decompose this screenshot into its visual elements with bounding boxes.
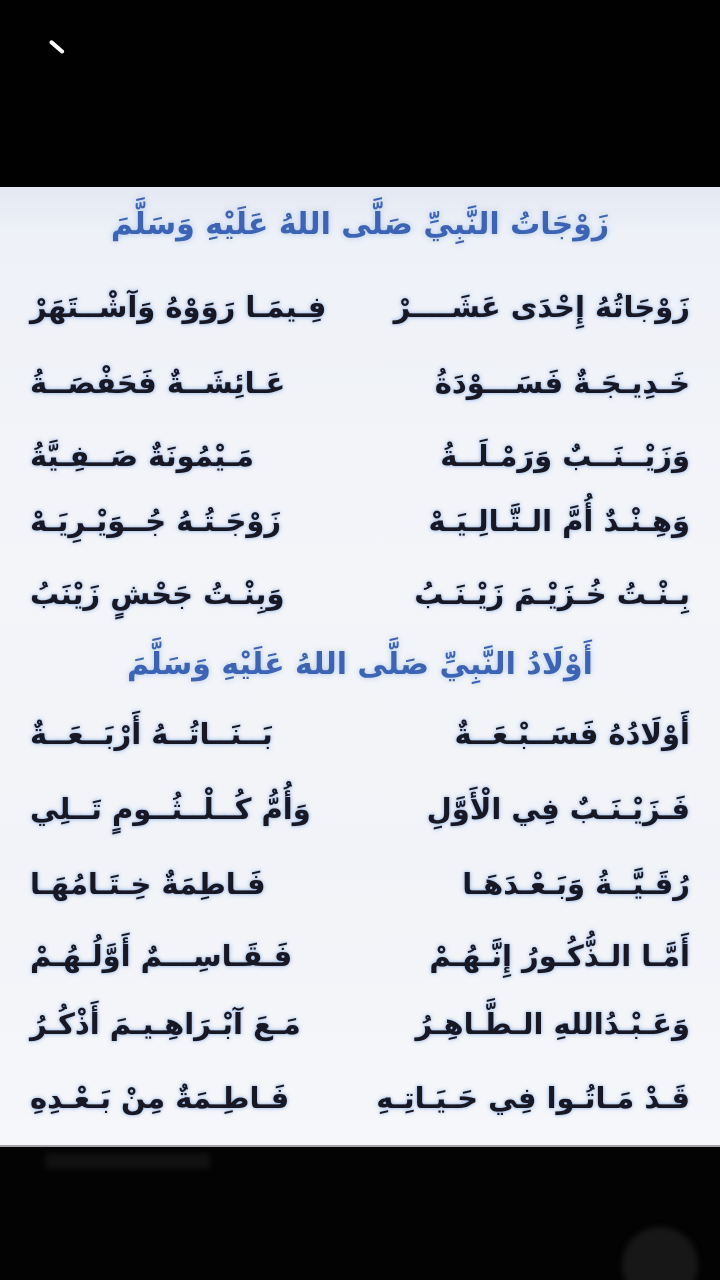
verse-row xyxy=(0,856,720,912)
verse-row xyxy=(0,428,720,484)
verse-left-hemistich: فَـاطِمَةٌ خِـتَـامُهَـا xyxy=(30,867,266,901)
faint-watermark xyxy=(45,1153,210,1169)
verse-left-hemistich: وَبِنْـتُ جَحْشٍ زَيْنَبُ xyxy=(30,577,285,611)
verse-row xyxy=(0,566,720,622)
verse-row xyxy=(0,355,720,411)
bottom-letterbox-bar xyxy=(0,1147,720,1280)
verse-right-hemistich: أَمَّـا الـذُّكُـورُ إِنَّـهُـمْ xyxy=(429,939,690,973)
letterbox-divider xyxy=(0,1145,720,1147)
verse-row xyxy=(0,706,720,762)
verse-left-hemistich: فَـقَـاسِـــمٌ أَوَّلُـهُـمْ xyxy=(30,939,293,973)
verse-right-hemistich: فَـزَيْـنَـبٌ فِي الْأَوَّلِ xyxy=(426,792,690,826)
verse-left-hemistich: فَـاطِـمَةٌ مِنْ بَـعْـدِهِ xyxy=(30,1081,290,1115)
verse-row xyxy=(0,996,720,1052)
verse-left-hemistich: وَأُمُّ كُــلْــثُــومٍ تَــلِي xyxy=(30,792,311,826)
verse-left-hemistich: فِـيمَـا رَوَوْهُ وَآشْــتَهَرْ xyxy=(30,290,327,324)
verse-right-hemistich: وَعَـبْـدُاللهِ الـطَّـاهِـرُ xyxy=(415,1007,690,1041)
verse-right-hemistich: قَـدْ مَـاتُـوا فِي حَـيَـاتِـهِ xyxy=(376,1081,690,1115)
section-title-children: أَوْلَادُ النَّبِيِّ صَلَّى اللهُ عَلَيْهِ وَسَلَّمَ xyxy=(127,647,593,682)
verse-right-hemistich: بِـنْـتُ خُـزَيْـمَ زَيْـنَـبُ xyxy=(414,577,690,611)
section-title-wives: زَوْجَاتُ النَّبِيِّ صَلَّى اللهُ عَلَيْهِ وَسَلَّمَ xyxy=(110,207,610,242)
verse-row xyxy=(0,493,720,549)
verse-left-hemistich: عَـائِشَــةٌ فَحَفْصَــةُ xyxy=(30,366,286,400)
verse-right-hemistich: رُقَـيَّــةُ وَبَـعْـدَهَـا xyxy=(462,867,690,901)
faint-circle-shape xyxy=(622,1227,698,1280)
verse-left-hemistich: زَوْجَـتُـهُ جُــوَيْـرِيَـهْ xyxy=(30,504,282,538)
verse-right-hemistich: زَوْجَاتُهُ إِحْدَى عَشَــــرْ xyxy=(393,290,690,324)
verse-right-hemistich: خَـدِيـجَـةٌ فَسَـــوْدَةُ xyxy=(434,366,690,400)
verse-right-hemistich: وَهِـنْـدٌ أُمَّ الـتَّـالِـيَـهْ xyxy=(428,504,690,538)
verse-row xyxy=(0,928,720,984)
verse-left-hemistich: بَــنَــاتُــهُ أَرْبَــعَــةٌ xyxy=(30,717,273,751)
verse-row xyxy=(0,1070,720,1126)
verse-left-hemistich: مَـعَ آبْـرَاهِـيـمَ أَذْكُـرُ xyxy=(30,1007,301,1041)
verse-right-hemistich: وَزَيْــنَــبٌ وَرَمْـلَــةُ xyxy=(440,439,690,473)
verse-row xyxy=(0,279,720,335)
white-slash-mark-icon xyxy=(49,39,65,54)
top-letterbox-bar xyxy=(0,0,720,187)
verse-right-hemistich: أَوْلَادُهُ فَسَــبْـعَــةٌ xyxy=(454,717,690,751)
verse-row xyxy=(0,781,720,837)
verse-left-hemistich: مَـيْمُونَةٌ صَــفِـيَّةُ xyxy=(30,439,254,473)
